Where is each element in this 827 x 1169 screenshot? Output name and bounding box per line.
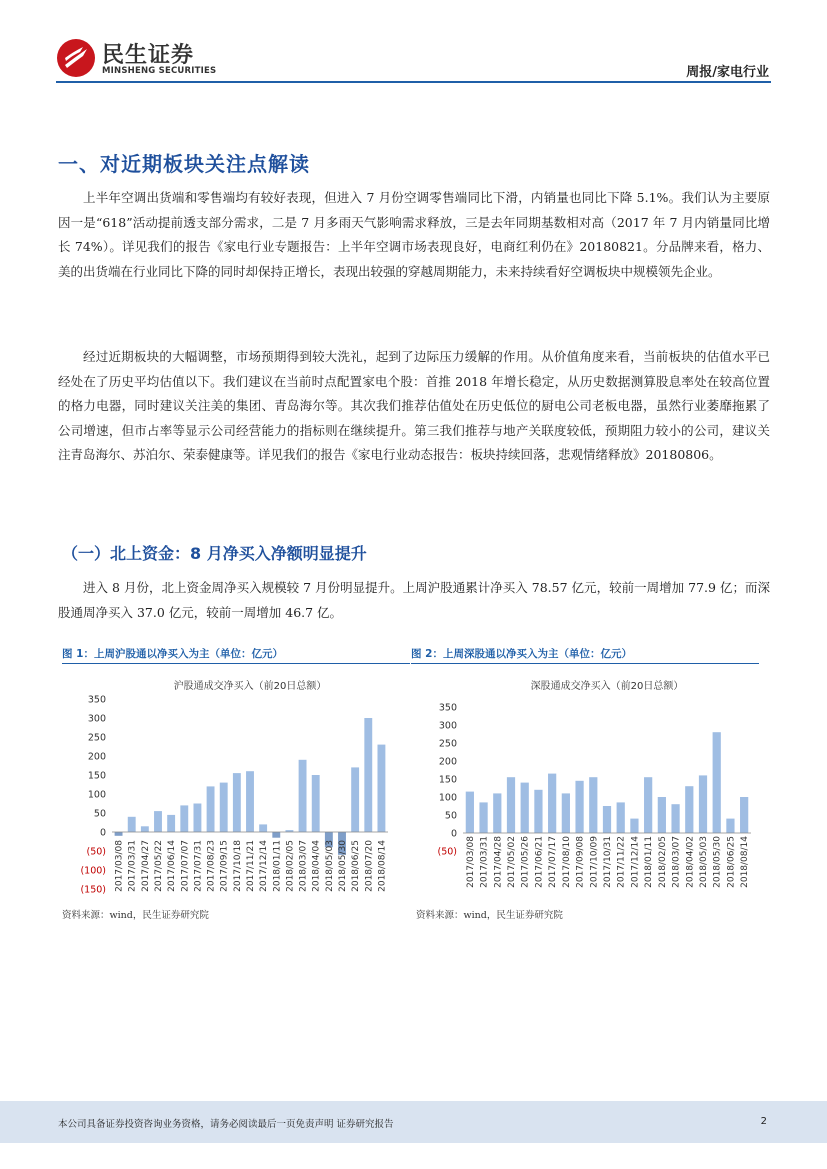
y-tick-label: 150	[87, 770, 106, 782]
company-name-en: MINSHENG SECURITIES	[102, 66, 217, 76]
y-tick-label: 50	[444, 810, 457, 822]
x-tick-label: 2018/03/07	[298, 840, 309, 892]
x-tick-label: 2017/04/28	[493, 836, 504, 888]
figure-1-chart	[62, 666, 410, 902]
y-tick-label: 0	[450, 828, 457, 840]
bar	[740, 797, 748, 833]
company-logo	[56, 36, 226, 80]
bar	[521, 783, 529, 833]
bar	[193, 804, 201, 833]
x-tick-label: 2018/01/11	[644, 836, 655, 888]
bar	[233, 773, 241, 832]
y-tick-label: 350	[438, 702, 457, 714]
x-tick-label: 2017/05/26	[520, 836, 531, 888]
figure-2-source: 资料来源：wind，民生证券研究院	[416, 910, 563, 921]
bar	[466, 792, 474, 833]
x-tick-label: 2017/07/31	[193, 840, 204, 892]
footer-disclaimer: 本公司具备证券投资咨询业务资格，请务必阅读最后一页免责声明 证券研究报告	[58, 1119, 394, 1130]
bar	[259, 824, 267, 832]
x-tick-label: 2017/07/07	[180, 840, 191, 892]
x-tick-label: 2017/07/17	[548, 836, 559, 888]
bar	[534, 790, 542, 833]
y-tick-label: 0	[99, 827, 106, 839]
subsection-heading: （一）北上资金：8 月净买入净额明显提升	[62, 544, 367, 563]
bar	[671, 804, 679, 833]
y-tick-label: 50	[93, 808, 106, 820]
x-tick-label: 2018/04/04	[311, 840, 322, 892]
section-paragraph-1: 上半年空调出货端和零售端均有较好表现，但进入 7 月份空调零售端同比下滑，内销量也同比下降 5.1%。我们认为主要原因一是“618”活动提前透支部分需求，二是 7 月多雨天气影响需求释放，三是去年同期基数相对高（2017 年 7 月内销量同比增长 74%）。详见我们的报告《家电行业专题报告：上半年空调市场表现良好，电商红利仍在》20180821。分品牌来看，格力、美的出货端在行业同比下降的同时却保持正增长，表现出较强的穿越周期能力，未来持续看好空调板块中规模领先企业。	[58, 190, 770, 279]
x-tick-label: 2017/03/08	[114, 840, 125, 892]
bar	[479, 802, 487, 833]
bar	[377, 745, 385, 832]
bar	[220, 783, 228, 832]
logo-mark-icon	[56, 38, 96, 78]
bar	[562, 793, 570, 833]
company-name-cn: 民生证券	[102, 43, 195, 68]
bar	[128, 817, 136, 832]
figure-1-source: 资料来源：wind，民生证券研究院	[62, 910, 209, 921]
bar	[207, 786, 215, 832]
bar	[351, 767, 359, 832]
x-tick-label: 2017/05/22	[154, 840, 164, 892]
bar	[115, 832, 123, 836]
x-tick-label: 2018/02/05	[285, 840, 296, 892]
x-tick-label: 2018/08/14	[377, 840, 388, 892]
x-tick-label: 2018/07/20	[364, 840, 375, 892]
figure-2-rule	[411, 663, 759, 664]
y-tick-label: 150	[438, 774, 457, 786]
bar	[713, 732, 721, 833]
y-tick-label: 300	[438, 720, 457, 732]
bar	[699, 775, 707, 833]
bar	[246, 771, 254, 832]
bar	[299, 760, 307, 832]
x-tick-label: 2017/03/08	[465, 836, 476, 888]
x-tick-label: 2017/09/08	[575, 836, 586, 888]
bar	[630, 819, 638, 833]
x-tick-label: 2018/06/25	[726, 836, 737, 888]
document-type: 周报/家电行业	[686, 65, 769, 80]
x-tick-label: 2017/05/02	[507, 836, 517, 888]
x-tick-label: 2017/11/21	[246, 840, 256, 892]
y-tick-label: (150)	[80, 884, 106, 896]
figure-1-rule	[62, 663, 410, 664]
x-tick-label: 2017/08/23	[206, 840, 217, 892]
section-heading: 一、对近期板块关注点解读	[58, 152, 310, 176]
x-tick-label: 2017/09/15	[219, 840, 230, 892]
y-tick-label: 100	[438, 792, 457, 804]
x-tick-label: 2018/05/30	[338, 840, 348, 892]
x-tick-label: 2017/06/21	[534, 836, 545, 888]
bar	[548, 774, 556, 833]
bar	[507, 777, 515, 833]
figure-2-title: 图 2：上周深股通以净买入为主（单位：亿元）	[411, 648, 632, 660]
x-tick-label: 2017/08/10	[561, 836, 572, 888]
bar	[167, 815, 175, 832]
x-tick-label: 2017/03/31	[479, 836, 490, 888]
x-tick-label: 2017/06/14	[167, 840, 178, 892]
x-tick-label: 2018/04/02	[685, 836, 696, 888]
bar	[364, 718, 372, 832]
y-tick-label: 100	[87, 789, 106, 801]
y-tick-label: 200	[87, 751, 106, 763]
bar	[180, 805, 188, 832]
page-number: 2	[760, 1116, 767, 1127]
bar	[154, 811, 162, 832]
y-tick-label: 200	[438, 756, 457, 768]
x-tick-label: 2017/12/14	[630, 836, 641, 888]
x-tick-label: 2018/01/11	[272, 840, 283, 892]
chart-title: 深股通成交净买入（前20日总额）	[530, 681, 684, 692]
header-divider	[56, 81, 771, 83]
figure-2-chart	[411, 666, 759, 902]
y-tick-label: 250	[438, 738, 457, 750]
x-tick-label: 2017/03/31	[127, 840, 138, 892]
bar	[603, 806, 611, 833]
x-tick-label: 2018/02/05	[657, 836, 668, 888]
x-tick-label: 2018/08/14	[740, 836, 751, 888]
figure-1-title: 图 1：上周沪股通以净买入为主（单位：亿元）	[62, 648, 283, 660]
y-tick-label: 250	[87, 732, 106, 744]
x-tick-label: 2018/05/03	[324, 840, 335, 892]
x-tick-label: 2018/06/25	[351, 840, 362, 892]
x-tick-label: 2017/12/14	[259, 840, 270, 892]
bar	[141, 826, 149, 832]
subsection-paragraph: 进入 8 月份，北上资金周净买入规模较 7 月份明显提升。上周沪股通累计净买入 78.57 亿元，较前一周增加 77.9 亿；而深股通周净买入 37.0 亿元，较前一周增加 46.7 亿。	[58, 580, 770, 620]
x-tick-label: 2017/10/31	[603, 836, 613, 888]
x-tick-label: 2018/05/03	[699, 836, 709, 888]
bar	[575, 781, 583, 833]
bar	[685, 786, 693, 833]
chart-title: 沪股通成交净买入（前20日总额）	[173, 681, 327, 692]
bar	[617, 802, 625, 833]
bar	[493, 793, 501, 833]
x-tick-label: 2017/11/22	[616, 836, 627, 888]
y-tick-label: (50)	[437, 846, 457, 858]
bar	[726, 819, 734, 833]
section-paragraph-2: 经过近期板块的大幅调整，市场预期得到较大洗礼，起到了边际压力缓解的作用。从价值角度来看，当前板块的估值水平已经处在了历史平均估值以下。我们建议在当前时点配置家电个股：首推 2018 年增长稳定，从历史数据测算股息率处在较高位置的格力电器，同时建议关注美的集团、青岛海尔等。其次我们推荐估值处在历史低位的厨电公司老板电器，虽然行业萎靡拖累了公司增速，但市占率等显示公司经营能力的指标则在继续提升。第三我们推荐与地产关联度较低，预期阻力较小的公司，建议关注青岛海尔、苏泊尔、荣泰健康等。详见我们的报告《家电行业动态报告：板块持续回落，悲观情绪释放》20180806。	[58, 349, 770, 462]
bar	[589, 777, 597, 833]
x-tick-label: 2017/10/18	[232, 840, 243, 892]
x-tick-label: 2017/04/27	[140, 840, 151, 892]
x-tick-label: 2018/05/30	[712, 836, 723, 888]
y-tick-label: 350	[87, 694, 106, 706]
bar	[312, 775, 320, 832]
bar	[272, 832, 280, 838]
y-tick-label: 300	[87, 713, 106, 725]
bar	[644, 777, 652, 833]
x-tick-label: 2017/10/09	[589, 836, 600, 888]
y-tick-label: (100)	[80, 865, 106, 877]
x-tick-label: 2018/03/07	[671, 836, 682, 888]
bar	[658, 797, 666, 833]
y-tick-label: (50)	[86, 846, 106, 858]
